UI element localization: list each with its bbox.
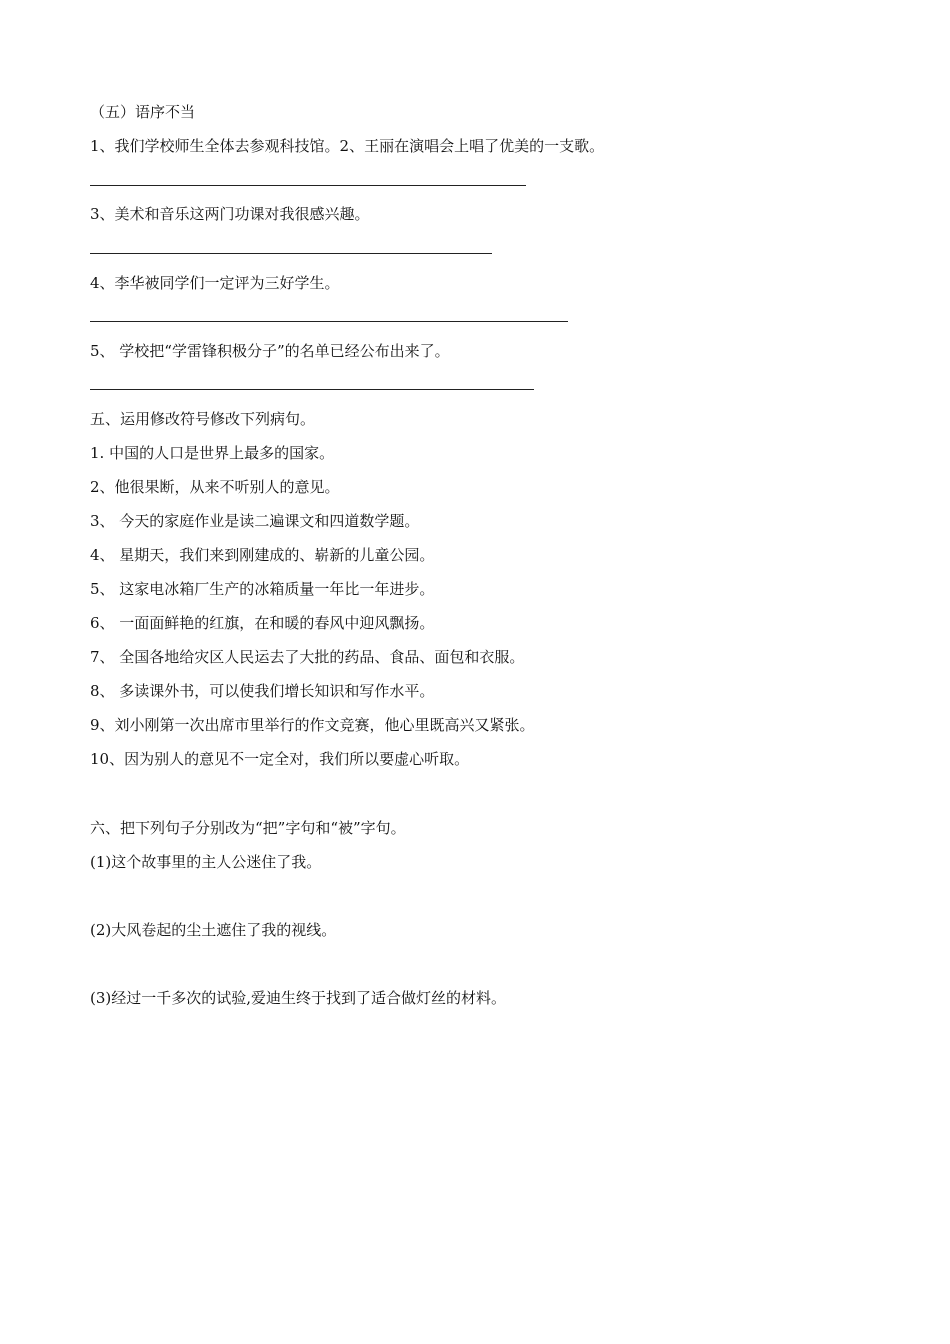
list-item: 9、刘小刚第一次出席市里举行的作文竞赛，他心里既高兴又紧张。 [90,716,535,734]
answer-line-4 [90,321,568,322]
list-item: 10、因为别人的意见不一定全对，我们所以要虚心听取。 [90,750,470,768]
list-item: (3)经过一千多次的试验,爱迪生终于找到了适合做灯丝的材料。 [90,989,507,1007]
list-item: (2)大风卷起的尘土遮住了我的视线。 [90,921,337,939]
list-item: 3、 今天的家庭作业是读二遍课文和四道数学题。 [90,512,420,530]
list-item: 8、 多读课外书，可以使我们增长知识和写作水平。 [90,682,435,700]
question-1-2: 1、我们学校师生全体去参观科技馆。2、王丽在演唱会上唱了优美的一支歌。 [90,137,605,155]
part5-heading: 五、运用修改符号修改下列病句。 [90,410,316,428]
list-item: 4、 星期天，我们来到刚建成的、崭新的儿童公园。 [90,546,435,564]
list-item: 1. 中国的人口是世界上最多的国家。 [90,444,335,462]
list-item: 6、 一面面鲜艳的红旗，在和暖的春风中迎风飘扬。 [90,614,435,632]
list-item: 7、 全国各地给灾区人民运去了大批的药品、食品、面包和衣服。 [90,648,525,666]
question-4: 4、李华被同学们一定评为三好学生。 [90,274,340,292]
list-item: (1)这个故事里的主人公迷住了我。 [90,853,322,871]
section-heading-word-order: （五）语序不当 [90,103,196,121]
answer-line-1 [90,185,526,186]
question-5: 5、 学校把“学雷锋积极分子”的名单已经公布出来了。 [90,342,450,360]
question-3: 3、美术和音乐这两门功课对我很感兴趣。 [90,205,370,223]
list-item: 2、他很果断，从来不听别人的意见。 [90,478,340,496]
part6-heading: 六、把下列句子分别改为“把”字句和“被”字句。 [90,819,406,837]
answer-line-5 [90,389,534,390]
answer-line-3 [90,253,492,254]
list-item: 5、 这家电冰箱厂生产的冰箱质量一年比一年进步。 [90,580,435,598]
